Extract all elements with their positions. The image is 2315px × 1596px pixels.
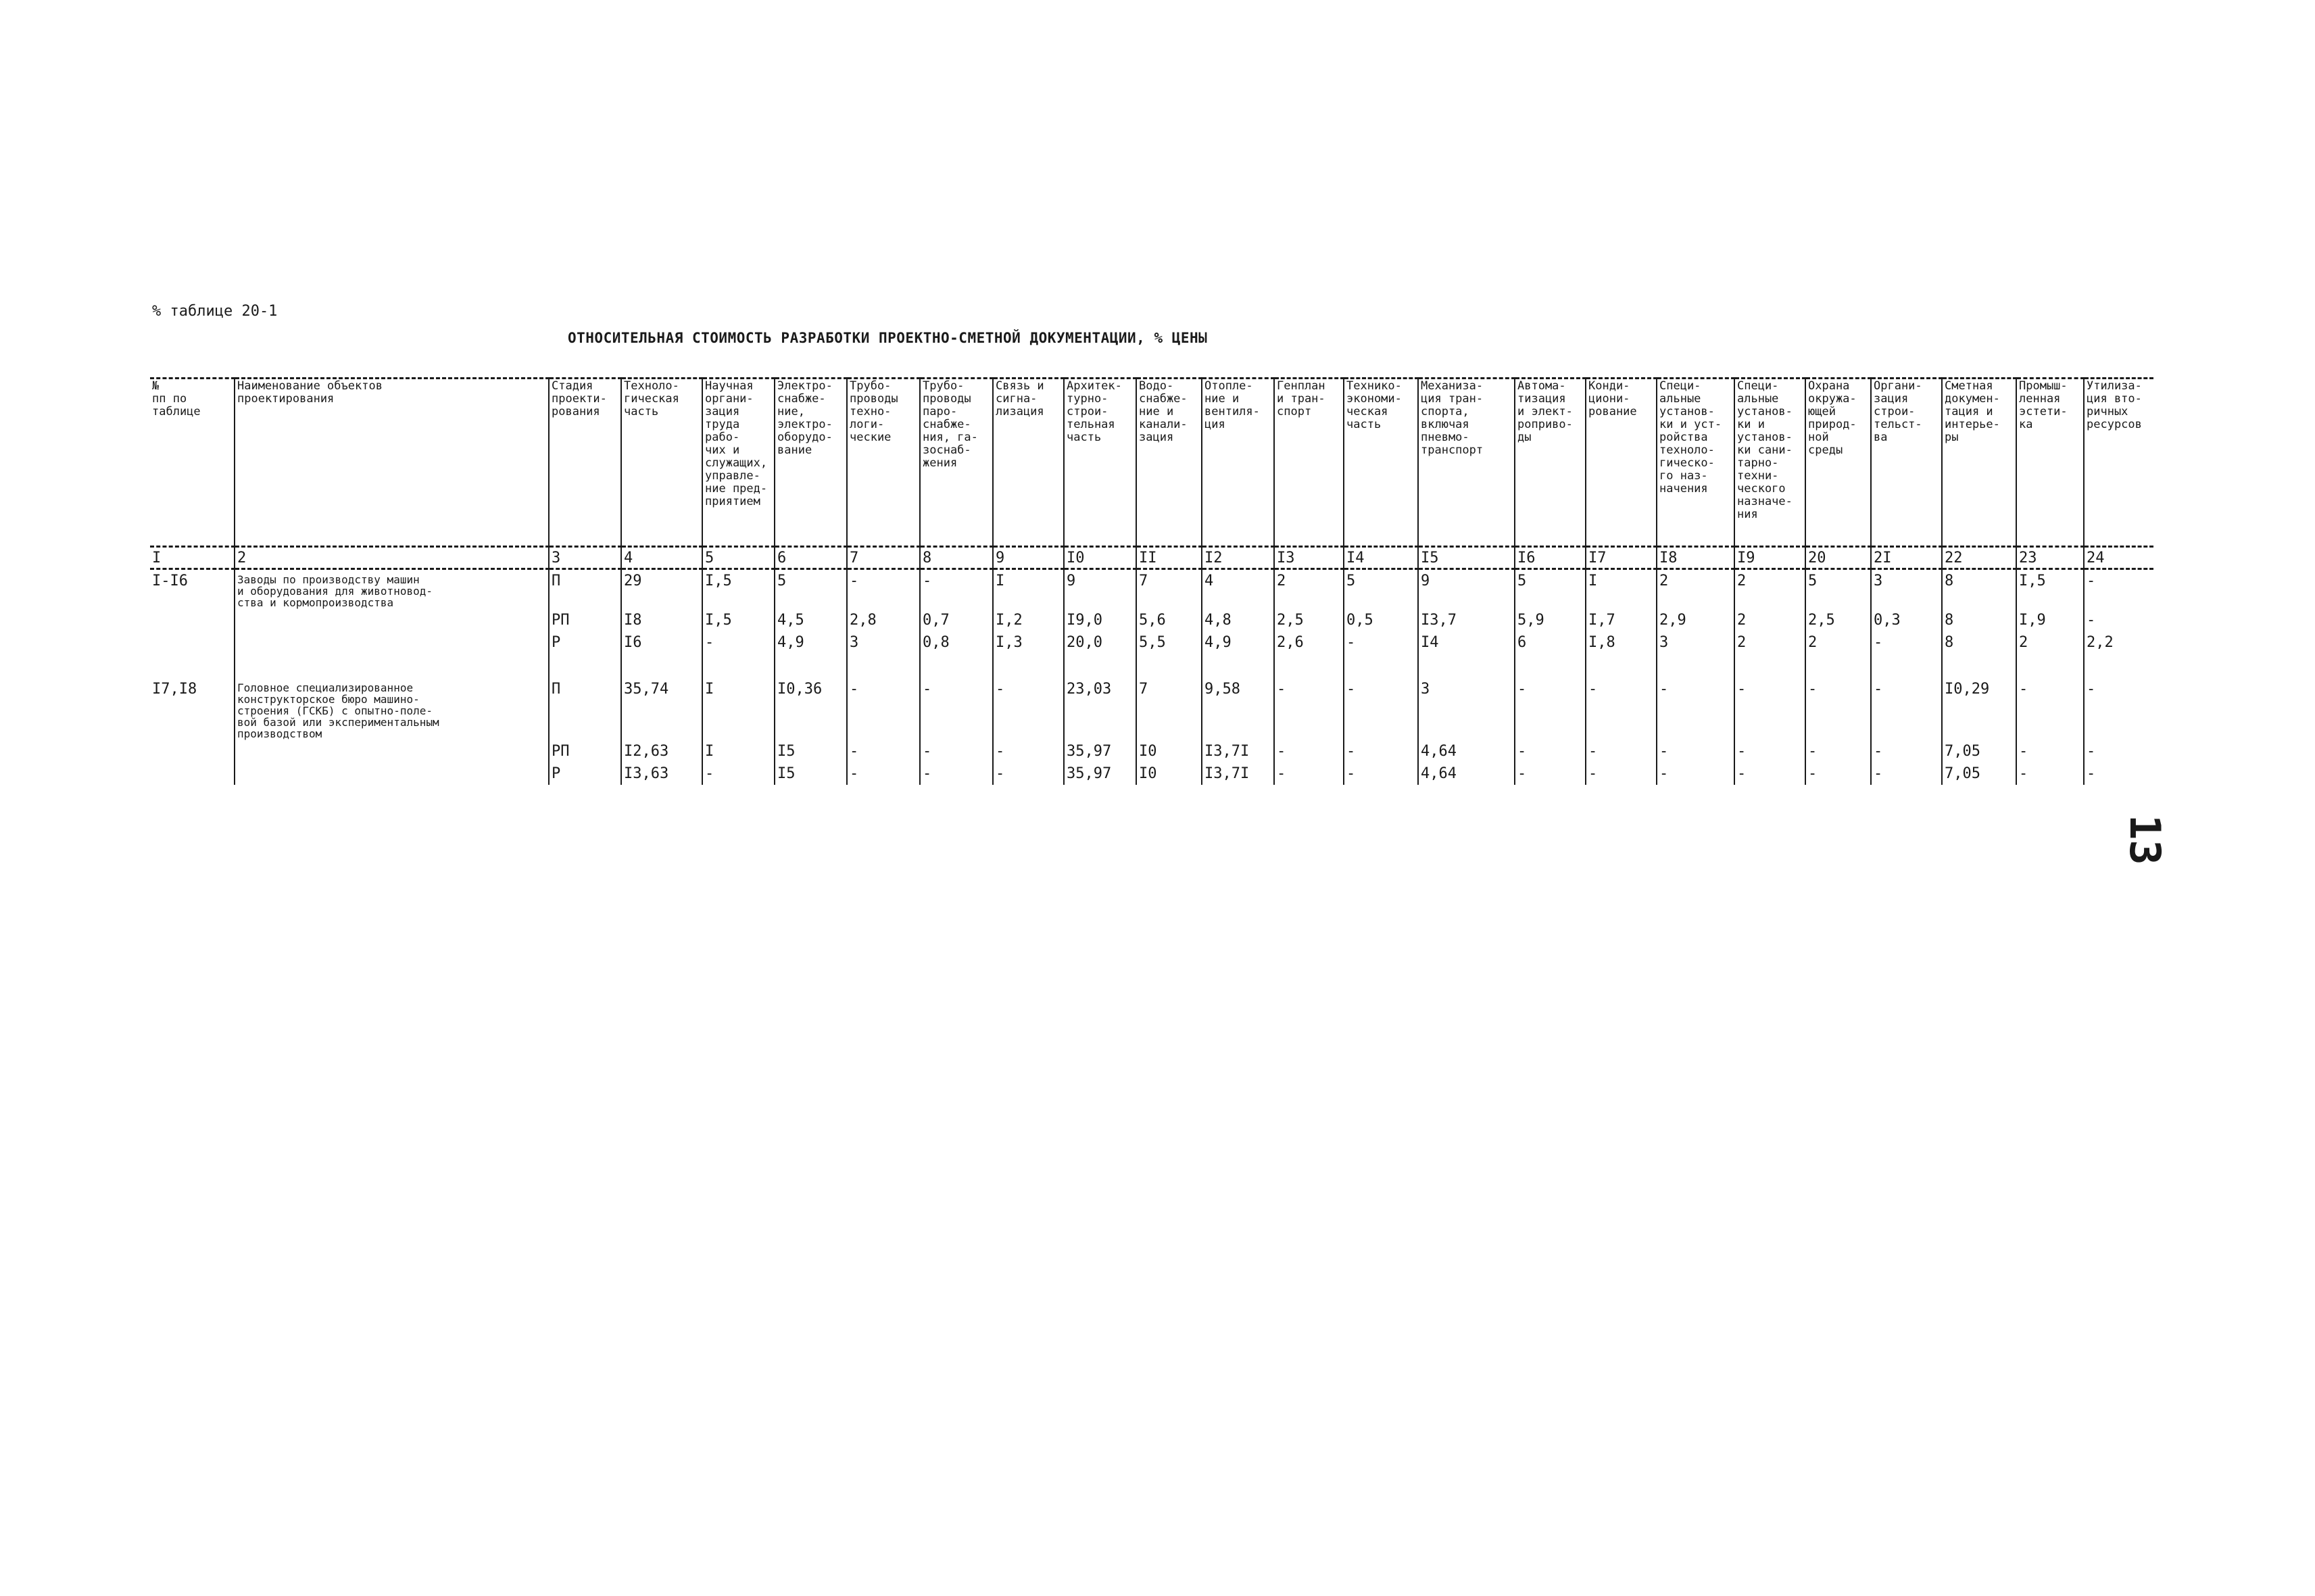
column-number: 23 (2016, 547, 2084, 569)
column-number: I6 (1515, 547, 1586, 569)
row-spacer (150, 654, 2153, 678)
column-number: 24 (2084, 547, 2153, 569)
table-cell: 5,6 (1136, 609, 1202, 631)
table-cell: - (993, 763, 1064, 785)
table-cell: - (1344, 763, 1418, 785)
table-cell: 8 (1942, 609, 2016, 631)
column-number: I0 (1064, 547, 1136, 569)
table-row (150, 740, 2153, 763)
table-cell: I (1586, 569, 1657, 610)
column-header: Генплан и тран- спорт (1274, 379, 1344, 547)
table-cell: 29 (621, 569, 702, 610)
table-cell: 0,8 (920, 631, 993, 654)
table-cell: 4,9 (775, 631, 847, 654)
column-header: Техноло- гическая часть (621, 379, 702, 547)
table-cell: 0,5 (1344, 609, 1418, 631)
page-number: 13 (2120, 815, 2170, 865)
table-cell: - (2084, 678, 2153, 740)
table-cell: - (1805, 678, 1871, 740)
table-cell: I5 (775, 763, 847, 785)
table-cell: - (1344, 740, 1418, 763)
document-title: ОТНОСИТЕЛЬНАЯ СТОИМОСТЬ РАЗРАБОТКИ ПРОЕКТНО-СМЕТНОЙ ДОКУМЕНТАЦИИ, % ЦЕНЫ (568, 330, 1208, 346)
object-name-cell (235, 740, 549, 763)
table-cell: 5 (1344, 569, 1418, 610)
table-cell: 7 (1136, 678, 1202, 740)
row-number-cell: I7,I8 (152, 681, 197, 698)
table-cell: - (1274, 740, 1344, 763)
table-cell: I0 (1136, 763, 1202, 785)
column-number: 5 (702, 547, 775, 569)
stage-cell: Р (549, 631, 621, 654)
column-header: Сметная докумен- тация и интерье- ры (1942, 379, 2016, 547)
table-cell: - (1871, 740, 1942, 763)
table-cell: 0,3 (1871, 609, 1942, 631)
table-cell: I,2 (993, 609, 1064, 631)
table-cell: 3 (847, 631, 920, 654)
table-cell: 9,58 (1202, 678, 1274, 740)
table-cell: - (993, 740, 1064, 763)
column-number: 9 (993, 547, 1064, 569)
table-cell: I,5 (702, 609, 775, 631)
column-header: № пп по таблице (150, 379, 235, 547)
table-cell: 9 (1064, 569, 1136, 610)
column-header: Архитек- турно- строи- тельная часть (1064, 379, 1136, 547)
column-number: I9 (1734, 547, 1805, 569)
column-number: 3 (549, 547, 621, 569)
column-number: 4 (621, 547, 702, 569)
table-cell: I,8 (1586, 631, 1657, 654)
table-cell: 8 (1942, 569, 2016, 610)
table-cell: - (1586, 763, 1657, 785)
table-cell: - (2084, 763, 2153, 785)
table-cell: - (1344, 678, 1418, 740)
table-cell: 2 (1657, 569, 1734, 610)
column-header: Стадия проекти- рования (549, 379, 621, 547)
column-number: I4 (1344, 547, 1418, 569)
table-cell: 35,74 (621, 678, 702, 740)
table-cell: I (702, 740, 775, 763)
table-cell: 5,5 (1136, 631, 1202, 654)
column-number: I3 (1274, 547, 1344, 569)
table-cell: - (920, 763, 993, 785)
table-cell: - (1734, 763, 1805, 785)
column-number: 2I (1871, 547, 1942, 569)
table-cell: I3,63 (621, 763, 702, 785)
table-cell: 2,8 (847, 609, 920, 631)
table-row (150, 569, 2153, 610)
table-cell: 2 (1734, 631, 1805, 654)
table-cell: - (2084, 569, 2153, 610)
table-cell: I0 (1136, 740, 1202, 763)
table-cell: - (2016, 740, 2084, 763)
table-cell: I6 (621, 631, 702, 654)
column-number: 2 (235, 547, 549, 569)
table-cell: 4,5 (775, 609, 847, 631)
column-header: Технико- экономи- ческая часть (1344, 379, 1418, 547)
table-cell: - (1734, 740, 1805, 763)
table-cell: 7,05 (1942, 763, 2016, 785)
table-cell: I,3 (993, 631, 1064, 654)
column-header: Охрана окружа- ющей природ- ной среды (1805, 379, 1871, 547)
table-row (150, 609, 2153, 631)
table-cell: - (702, 763, 775, 785)
table-cell: - (1871, 631, 1942, 654)
column-header: Наименование объектов проектирования (235, 379, 549, 547)
table-cell: 3 (1871, 569, 1942, 610)
table-cell: I0,36 (775, 678, 847, 740)
table-cell: - (920, 678, 993, 740)
table-cell: - (1515, 763, 1586, 785)
table-cell: I4 (1418, 631, 1515, 654)
cost-table (150, 377, 2153, 785)
table-reference: % таблице 20-1 (152, 303, 278, 320)
stage-cell: Р (549, 763, 621, 785)
stage-cell: РП (549, 740, 621, 763)
table-cell: I9,0 (1064, 609, 1136, 631)
column-number: 7 (847, 547, 920, 569)
table-cell: - (1274, 678, 1344, 740)
table-cell: 7,05 (1942, 740, 2016, 763)
table-cell: 2,9 (1657, 609, 1734, 631)
table-cell: - (847, 569, 920, 610)
table-cell: - (920, 569, 993, 610)
column-header: Конди- циони- рование (1586, 379, 1657, 547)
object-name-cell: Головное специализированное конструкторское бюро машино- строения (ГСКБ) с опытно-поле- вой базой или экспериментальным производством (235, 678, 549, 740)
table-cell: - (1805, 740, 1871, 763)
column-number: I8 (1657, 547, 1734, 569)
column-header: Органи- зация строи- тельст- ва (1871, 379, 1942, 547)
row-number-cell: I-I6 (152, 573, 188, 589)
table-cell: - (847, 740, 920, 763)
stage-cell: РП (549, 609, 621, 631)
table-cell: 23,03 (1064, 678, 1136, 740)
column-header: Утилиза- ция вто- ричных ресурсов (2084, 379, 2153, 547)
table-cell: - (1657, 763, 1734, 785)
stage-cell: П (549, 678, 621, 740)
table-row (150, 631, 2153, 654)
table-cell: - (1871, 678, 1942, 740)
table-cell: - (2084, 740, 2153, 763)
table-cell: 3 (1657, 631, 1734, 654)
table-cell: 6 (1515, 631, 1586, 654)
object-name-cell (235, 609, 549, 631)
table-cell: 2 (1805, 631, 1871, 654)
column-header: Водо- снабже- ние и канали- зация (1136, 379, 1202, 547)
table-cell: I8 (621, 609, 702, 631)
table-cell: - (1515, 740, 1586, 763)
table-cell: - (1586, 740, 1657, 763)
table-cell: 2 (1734, 569, 1805, 610)
table-cell: 4,8 (1202, 609, 1274, 631)
table-cell: - (2084, 609, 2153, 631)
row-number-cell (150, 740, 235, 763)
table-cell: - (702, 631, 775, 654)
object-name-cell: Заводы по производству машин и оборудования для животновод- ства и кормопроизводства (235, 569, 549, 610)
table-cell: 20,0 (1064, 631, 1136, 654)
column-header: Автома- тизация и элект- роприво- ды (1515, 379, 1586, 547)
column-header: Научная органи- зация труда рабо- чих и служащих, управле- ние пред- приятием (702, 379, 775, 547)
table-cell: - (847, 678, 920, 740)
column-number: 8 (920, 547, 993, 569)
table-cell: 0,7 (920, 609, 993, 631)
table-cell: - (1515, 678, 1586, 740)
column-number: I2 (1202, 547, 1274, 569)
column-header: Трубо- проводы техно- логи- ческие (847, 379, 920, 547)
table-cell: I3,7I (1202, 763, 1274, 785)
row-number-cell (150, 763, 235, 785)
column-header: Электро- снабже- ние, электро- оборудо- вание (775, 379, 847, 547)
table-cell: 2,5 (1274, 609, 1344, 631)
table-cell: 8 (1942, 631, 2016, 654)
column-header: Специ- альные установ- ки и установ- ки сани- тарно- техни- ческого назначе- ния (1734, 379, 1805, 547)
table-cell: - (2016, 678, 2084, 740)
table-cell: 2,2 (2084, 631, 2153, 654)
table-cell: 5 (775, 569, 847, 610)
table-cell: - (847, 763, 920, 785)
table-cell: 2 (1274, 569, 1344, 610)
table-cell: - (1586, 678, 1657, 740)
table-cell: 2,5 (1805, 609, 1871, 631)
table-cell: I,5 (2016, 569, 2084, 610)
table-cell: 4 (1202, 569, 1274, 610)
column-number: 22 (1942, 547, 2016, 569)
table-cell: I2,63 (621, 740, 702, 763)
column-header: Связь и сигна- лизация (993, 379, 1064, 547)
table-cell: I3,7I (1202, 740, 1274, 763)
column-number: II (1136, 547, 1202, 569)
column-number: I7 (1586, 547, 1657, 569)
column-number: I (150, 547, 235, 569)
table-cell: I (702, 678, 775, 740)
table-cell: I,7 (1586, 609, 1657, 631)
column-number: 20 (1805, 547, 1871, 569)
table-cell: - (1344, 631, 1418, 654)
table-cell: 2,6 (1274, 631, 1344, 654)
header-row (150, 379, 2153, 547)
table-cell: - (1734, 678, 1805, 740)
object-name-cell (235, 763, 549, 785)
table-cell: - (1871, 763, 1942, 785)
table-cell: 5,9 (1515, 609, 1586, 631)
table-cell: 35,97 (1064, 740, 1136, 763)
table-cell: - (920, 740, 993, 763)
column-header: Промыш- ленная эстети- ка (2016, 379, 2084, 547)
stage-cell: П (549, 569, 621, 610)
column-header: Отопле- ние и вентиля- ция (1202, 379, 1274, 547)
table-cell: 3 (1418, 678, 1515, 740)
table-cell: - (1657, 678, 1734, 740)
table-cell: 4,64 (1418, 763, 1515, 785)
column-number: I5 (1418, 547, 1515, 569)
table-cell: I,5 (702, 569, 775, 610)
table-cell: 9 (1418, 569, 1515, 610)
row-number-cell (150, 609, 235, 631)
table-cell: 7 (1136, 569, 1202, 610)
table-cell: - (1657, 740, 1734, 763)
table-cell: 5 (1805, 569, 1871, 610)
column-number-row (150, 547, 2153, 569)
table-cell: 4,9 (1202, 631, 1274, 654)
table-cell: I (993, 569, 1064, 610)
column-number: 6 (775, 547, 847, 569)
column-header: Специ- альные установ- ки и уст- ройства техноло- гическо- го наз- начения (1657, 379, 1734, 547)
table-cell: I5 (775, 740, 847, 763)
table-cell: - (993, 678, 1064, 740)
table-cell: - (1805, 763, 1871, 785)
table-cell: 2 (1734, 609, 1805, 631)
table-row (150, 763, 2153, 785)
table-cell: I0,29 (1942, 678, 2016, 740)
object-name-cell (235, 631, 549, 654)
column-header: Механиза- ция тран- спорта, включая пневмо- транспорт (1418, 379, 1515, 547)
column-header: Трубо- проводы паро- снабже- ния, га- зоснаб- жения (920, 379, 993, 547)
table-cell: 2 (2016, 631, 2084, 654)
table-cell: - (2016, 763, 2084, 785)
table-cell: I,9 (2016, 609, 2084, 631)
table-cell: 4,64 (1418, 740, 1515, 763)
table-cell: I3,7 (1418, 609, 1515, 631)
table-row (150, 678, 2153, 740)
table-cell: - (1274, 763, 1344, 785)
table-cell: 5 (1515, 569, 1586, 610)
table-cell: 35,97 (1064, 763, 1136, 785)
row-number-cell (150, 631, 235, 654)
